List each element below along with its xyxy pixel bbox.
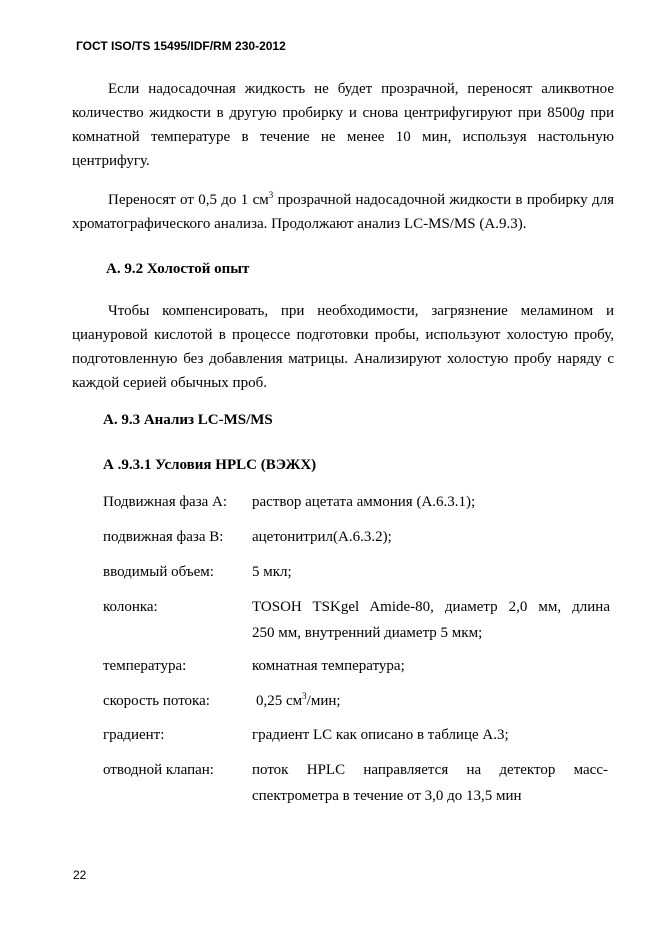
condition-value-mobile-phase-b: ацетонитрил(А.6.3.2); — [252, 529, 392, 545]
heading-blank-test: А. 9.2 Холостой опыт — [106, 261, 250, 277]
condition-label-column: колонка: — [103, 599, 158, 615]
condition-label-mobile-phase-a: Подвижная фаза А: — [103, 494, 228, 510]
document-header: ГОСТ ISO/TS 15495/IDF/RM 230-2012 — [76, 39, 286, 53]
condition-label-divert-valve: отводной клапан: — [103, 762, 214, 778]
heading-lcmsms-analysis: А. 9.3 Анализ LC-MS/MS — [103, 412, 273, 428]
paragraph-transfer: Переносят от 0,5 до 1 $см^3$ прозрачной надосадочной жидкости в пробирку для хроматографического анализа. Продолжают анализ LC-MS/MS (A.9.3). — [72, 190, 614, 232]
condition-label-injection-volume: вводимый объем: — [103, 564, 214, 580]
condition-label-flow-rate: скорость потока: — [103, 693, 210, 709]
condition-label-gradient: градиент: — [103, 727, 165, 743]
condition-value-divert-valve-cont: спектрометра в течение от 3,0 до 13,5 мин — [252, 788, 522, 804]
heading-hplc-conditions: А .9.3.1 Условия HPLC (ВЭЖХ) — [103, 457, 317, 473]
condition-value-mobile-phase-a: раствор ацетата аммония (А.6.3.1); — [252, 494, 476, 510]
condition-value-column: TOSOH TSKgel Amide-80, диаметр 2,0 мм, длина — [252, 599, 610, 615]
paragraph-centrifuge: Если надосадочная жидкость не будет прозрачной, переносят аликвотное количество жидкости в другую пробирку и снова центрифугируют при 8500g при комнатной температуре в течение не менее 10 мин, используя настольную центрифугу. — [72, 81, 614, 169]
condition-label-mobile-phase-b: подвижная фаза В: — [103, 529, 224, 545]
condition-value-temperature: комнатная температура; — [252, 658, 405, 674]
condition-value-flow-rate: 0,25 $см^3$/мин; — [256, 691, 341, 709]
condition-label-temperature: температура: — [103, 658, 187, 674]
condition-value-injection-volume: 5 мкл; — [252, 564, 292, 580]
condition-value-gradient: градиент LC как описано в таблице А.3; — [252, 727, 509, 743]
condition-value-divert-valve: поток HPLC направляется на детектор масс- — [252, 762, 608, 778]
paragraph-blank-test: Чтобы компенсировать, при необходимости, загрязнение меламином и циануровой кислотой в процессе подготовки пробы, используют холостую пробу, подготовленную без добавления матрицы. Анализируют холостую пробу наряду с каждой серией обычных проб. — [72, 303, 614, 391]
condition-value-column-cont: 250 мм, внутренний диаметр 5 мкм; — [252, 625, 483, 641]
page-number: 22 — [73, 868, 87, 882]
